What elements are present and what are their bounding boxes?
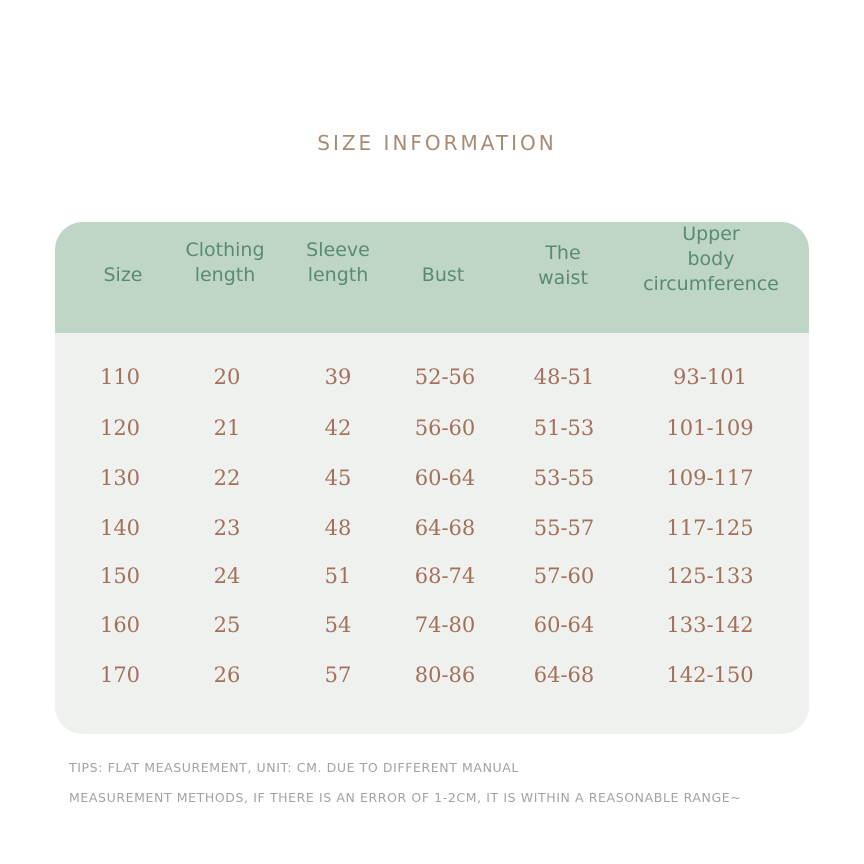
cell-sleeve-length: 57 — [324, 663, 352, 687]
cell-sleeve-length: 39 — [324, 365, 352, 389]
cell-size: 160 — [99, 613, 141, 637]
table-row — [55, 561, 809, 591]
cell-clothing-length: 23 — [213, 516, 241, 540]
table-row — [55, 413, 809, 443]
cell-size: 170 — [99, 663, 141, 687]
size-table — [55, 222, 809, 734]
tips-line-2: MEASUREMENT METHODS, IF THERE IS AN ERROR OF 1-2CM, IT IS WITHIN A REASONABLE RANGE~ — [69, 790, 742, 805]
cell-upper-body: 101-109 — [666, 416, 754, 440]
cell-size: 140 — [99, 516, 141, 540]
page-title: SIZE INFORMATION — [317, 131, 557, 155]
cell-bust: 60-64 — [414, 466, 476, 490]
header-the-waist: The waist — [538, 241, 588, 289]
cell-upper-body: 93-101 — [673, 365, 747, 389]
header-clothing-length: Clothing length — [185, 238, 265, 286]
cell-waist: 53-55 — [533, 466, 595, 490]
cell-upper-body: 142-150 — [666, 663, 754, 687]
table-row — [55, 362, 809, 392]
cell-sleeve-length: 54 — [324, 613, 352, 637]
cell-size: 110 — [99, 365, 141, 389]
cell-bust: 56-60 — [414, 416, 476, 440]
cell-clothing-length: 26 — [213, 663, 241, 687]
header-size: Size — [103, 264, 143, 286]
table-row — [55, 463, 809, 493]
cell-waist: 57-60 — [533, 564, 595, 588]
cell-clothing-length: 22 — [213, 466, 241, 490]
cell-waist: 55-57 — [533, 516, 595, 540]
cell-clothing-length: 20 — [213, 365, 241, 389]
cell-upper-body: 125-133 — [666, 564, 754, 588]
cell-upper-body: 109-117 — [666, 466, 754, 490]
cell-size: 150 — [99, 564, 141, 588]
tips-line-1: TIPS: FLAT MEASUREMENT, UNIT: CM. DUE TO DIFFERENT MANUAL — [69, 760, 519, 775]
cell-sleeve-length: 51 — [324, 564, 352, 588]
cell-clothing-length: 24 — [213, 564, 241, 588]
cell-upper-body: 133-142 — [666, 613, 754, 637]
cell-waist: 64-68 — [533, 663, 595, 687]
cell-waist: 51-53 — [533, 416, 595, 440]
cell-bust: 74-80 — [414, 613, 476, 637]
table-header — [55, 222, 809, 333]
cell-bust: 68-74 — [414, 564, 476, 588]
table-row — [55, 513, 809, 543]
cell-bust: 80-86 — [414, 663, 476, 687]
cell-clothing-length: 25 — [213, 613, 241, 637]
cell-clothing-length: 21 — [213, 416, 241, 440]
cell-bust: 64-68 — [414, 516, 476, 540]
cell-waist: 60-64 — [533, 613, 595, 637]
cell-bust: 52-56 — [414, 365, 476, 389]
header-bust: Bust — [421, 264, 465, 286]
table-row — [55, 610, 809, 640]
cell-sleeve-length: 42 — [324, 416, 352, 440]
cell-sleeve-length: 48 — [324, 516, 352, 540]
table-row — [55, 660, 809, 690]
cell-size: 130 — [99, 466, 141, 490]
header-sleeve-length: Sleeve length — [306, 238, 370, 286]
header-upper-body-circumference: Upper body circumference — [643, 223, 779, 295]
cell-size: 120 — [99, 416, 141, 440]
cell-sleeve-length: 45 — [324, 466, 352, 490]
cell-upper-body: 117-125 — [666, 516, 754, 540]
cell-waist: 48-51 — [533, 365, 595, 389]
